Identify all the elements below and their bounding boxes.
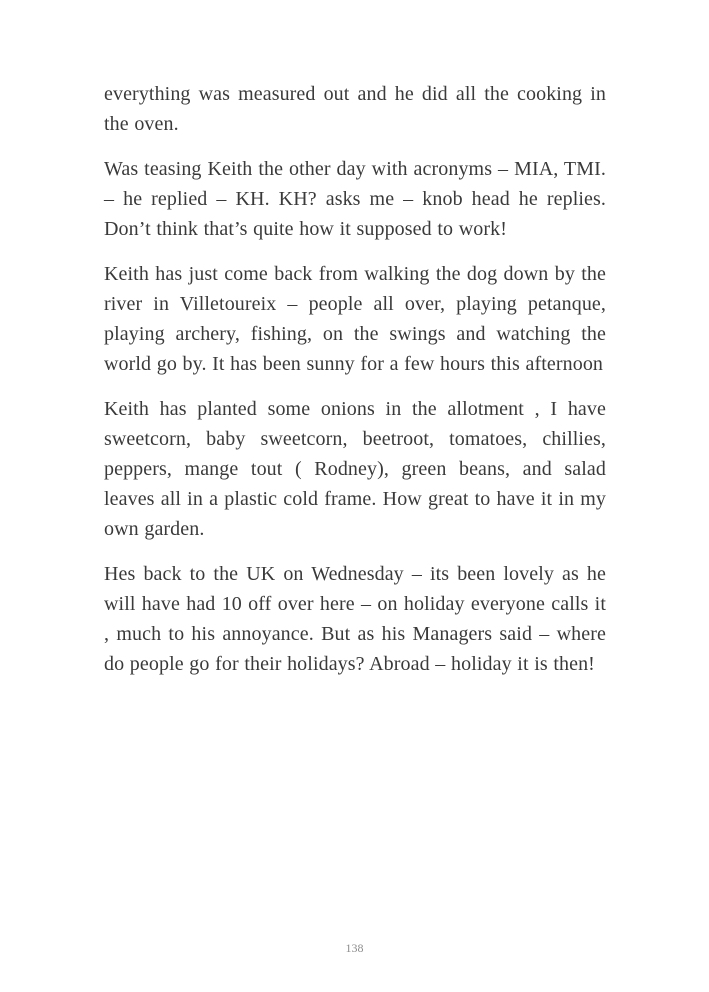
paragraph: everything was measured out and he did all the cooking in the oven.: [104, 83, 606, 135]
paragraph: Keith has planted some onions in the allotment , I have sweetcorn, baby sweetcorn, beetroot, tomatoes, chillies, peppers, mange tout ( Rodney), green beans, and salad leaves all in a plastic cold frame. How great to have it in my own garden.: [104, 398, 606, 540]
page-number: 138: [345, 941, 364, 955]
page-body-text: [104, 79, 606, 694]
paragraph: Hes back to the UK on Wednesday – its been lovely as he will have had 10 off over here – on holiday everyone calls it , much to his annoyance. But as his Managers said – where do people go for their holidays? Abroad – holiday it is then!: [104, 563, 606, 675]
paragraph: Was teasing Keith the other day with acronyms – MIA, TMI. – he replied – KH. KH? asks me – knob head he replies. Don’t think that’s quite how it supposed to work!: [104, 158, 606, 240]
paragraph: Keith has just come back from walking the dog down by the river in Villetoureix – people all over, playing petanque, playing archery, fishing, on the swings and watching the world go by. It has been sunny for a few hours this afternoon: [104, 263, 606, 375]
